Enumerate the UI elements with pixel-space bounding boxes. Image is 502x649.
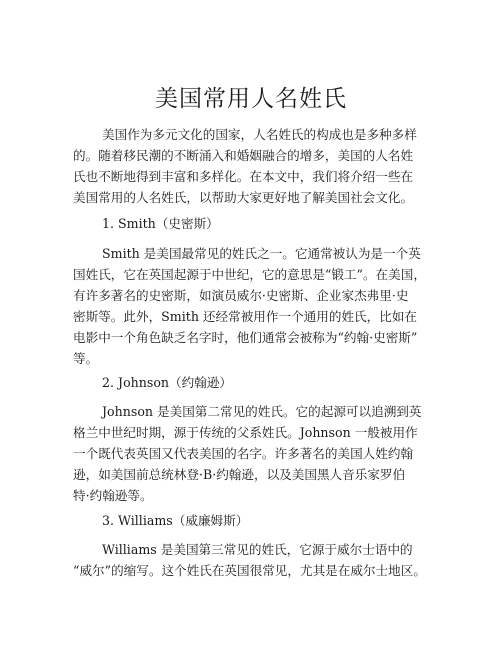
paragraph-line: 等。 — [73, 351, 99, 366]
paragraph-line: 的。随着移民潮的不断涌入和婚姻融合的增多，美国的人名姓 — [73, 148, 414, 163]
paragraph-line: 有许多著名的史密斯，如演员威尔·史密斯、企业家杰弗里·史 — [73, 288, 409, 303]
paragraph-line: 电影中一个角色缺乏名字时，他们通常会被称为“约翰·史密斯” — [73, 330, 418, 345]
paragraph-line: Johnson 是美国第二常见的姓氏。它的起源可以追溯到英 — [102, 404, 422, 419]
paragraph-line: “威尔”的缩写。这个姓氏在英国很常见，尤其是在威尔士地区。 — [73, 563, 426, 578]
paragraph-line: 美国作为多元文化的国家，人名姓氏的构成也是多种多样 — [102, 127, 417, 142]
section-heading-smith: 1. Smith（史密斯） — [102, 216, 219, 231]
paragraph-line: 一个既代表英国又代表美国的名字。许多著名的美国人姓约翰 — [73, 446, 414, 461]
intro-paragraph — [73, 124, 435, 208]
paragraph-line: 特·约翰逊等。 — [73, 488, 153, 503]
paragraph-line: 密斯等。此外，Smith 还经常被用作一个通用的姓氏，比如在 — [73, 309, 418, 324]
section-body-smith — [73, 243, 435, 369]
paragraph-line: 氏也不断地得到丰富和多样化。在本文中，我们将介绍一些在 — [73, 169, 414, 184]
paragraph-line: 国姓氏，它在英国起源于中世纪，它的意思是“锻工”。在美国， — [73, 267, 426, 282]
paragraph-line: 格兰中世纪时期，源于传统的父系姓氏。Johnson 一般被用作 — [73, 425, 418, 440]
paragraph-line: 逊，如美国前总统林登·B·约翰逊，以及美国黑人音乐家罗伯 — [73, 467, 406, 482]
section-body-johnson — [73, 401, 435, 506]
paragraph-line: 美国常用的人名姓氏，以帮助大家更好地了解美国社会文化。 — [73, 190, 414, 205]
section-heading-johnson: 2. Johnson（约翰逊） — [102, 375, 232, 390]
section-heading-williams: 3. Williams（威廉姆斯） — [102, 513, 249, 528]
section-body-williams — [73, 539, 435, 581]
paragraph-line: Williams 是美国第三常见的姓氏，它源于威尔士语中的 — [102, 542, 413, 557]
document-title: 美国常用人名姓氏 — [155, 86, 347, 112]
paragraph-line: Smith 是美国最常见的姓氏之一。它通常被认为是一个英 — [102, 246, 421, 261]
